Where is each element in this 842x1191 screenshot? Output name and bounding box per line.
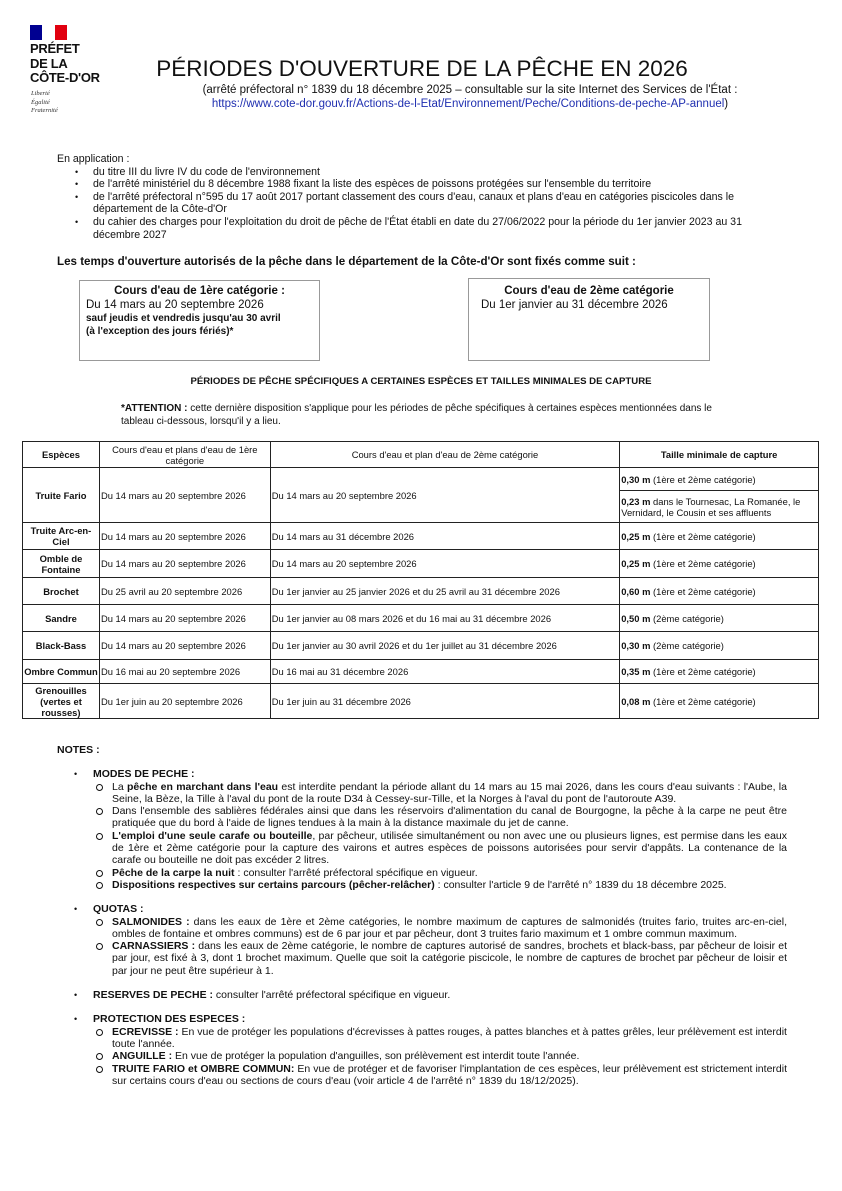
species-cell: Brochet (23, 578, 100, 605)
cat1-period-cell: Du 14 mars au 20 septembre 2026 (99, 550, 270, 578)
notes-quotas (74, 903, 787, 977)
notes-item (93, 940, 787, 977)
min-size-note: (1ère et 2ème catégorie) (650, 695, 756, 707)
min-size-cell (620, 632, 819, 660)
subtitle-close: ) (724, 98, 729, 110)
category2-heading: Cours d'eau de 2ème catégorie (504, 285, 674, 297)
logo-motto (31, 90, 58, 116)
notes-item-label: TRUITE FARIO et OMBRE COMMUN: (112, 1062, 295, 1075)
notes-item-label: L'emploi d'une seule carafe ou bouteille (112, 829, 313, 842)
cat1-period-cell: Du 14 mars au 20 septembre 2026 (99, 468, 270, 523)
min-size-cell (620, 605, 819, 632)
table-row (23, 632, 819, 660)
min-size-note: dans le Tournesac, La Romanée, le Vernidard, le Cousin et ses affluents (621, 495, 801, 518)
table-header-row (23, 442, 819, 468)
min-size-note: (1ère et 2ème catégorie) (650, 666, 756, 677)
page-title (0, 56, 842, 82)
logo-line: CÔTE-D'OR (30, 70, 100, 85)
notes-text: La (112, 780, 127, 793)
notes-item (93, 805, 787, 830)
header-size: Taille minimale de capture (620, 442, 819, 468)
notes-item-label: Dispositions respectives sur certains parcours (pêcher-relâcher) (112, 878, 435, 891)
species-cell: Grenouilles (vertes et rousses) (23, 684, 100, 719)
min-size-note: (2ème catégorie) (650, 612, 724, 624)
species-cell: Omble de Fontaine (23, 550, 100, 578)
min-size-value: 0,60 m (621, 585, 651, 597)
table-row (23, 550, 819, 578)
notes-item (93, 879, 787, 891)
notes-item-label: ANGUILLE : (112, 1050, 173, 1063)
notes-text: dans les eaux de 1ère et 2ème catégories, le nombre maximum de captures de salmonidés (truites fario, truites arc-en-ciel, ombles de fontaine et ombres communs) est de 6 par jour et par pêcheur, dont 3 truites fario maximum et 1 ombre commun maximum. (112, 915, 787, 940)
species-cell: Truite Arc-en-Ciel (23, 523, 100, 550)
cat1-period-cell: Du 1er juin au 20 septembre 2026 (99, 684, 270, 719)
min-size-note: (1ère et 2ème catégorie) (650, 530, 756, 542)
attention-label: *ATTENTION : (121, 403, 188, 414)
application-item: • du titre III du livre IV du code de l'environnement (75, 166, 777, 179)
species-table (22, 441, 819, 719)
notes-item (93, 781, 787, 806)
min-size-cell (620, 660, 819, 684)
cat1-period-cell: Du 14 mars au 20 septembre 2026 (99, 523, 270, 550)
application-item: • du cahier des charges pour l'exploitation du droit de pêche de l'État établi en date du 27/06/2022 pour la période du 1er janvier 2023 au 31 décembre 2027 (75, 216, 777, 241)
logo-line: DE LA (30, 55, 68, 71)
category1-note: (à l'exception des jours fériés)* (86, 326, 234, 337)
notes-category-title: • QUOTAS : (93, 903, 144, 916)
subtitle-text: (arrêté préfectoral n° 1839 du 18 décembre 2025 – consultable sur la site Internet des Services de l'État : (202, 84, 738, 96)
table-row (23, 578, 819, 605)
notes-text: est interdite pendant la période allant du 14 mars au 15 mai 2026, dans les cours d'eau suivants : l'Aube, la Seine, la Bèze, la Tille à l'aval du pont de la route D34 à Cessey-sur-Tille, et la Norges à l'aval du pont de l'autoroute A39. (112, 780, 787, 805)
notes-reserves (74, 989, 787, 1001)
notes-item-label: SALMONIDES : (112, 915, 190, 928)
cat1-period-cell: Du 16 mai au 20 septembre 2026 (99, 660, 270, 684)
category1-box (79, 280, 320, 361)
notes-item-label: ECREVISSE : (112, 1025, 179, 1038)
species-cell: Sandre (23, 605, 100, 632)
cat2-period-cell: Du 14 mars au 20 septembre 2026 (270, 468, 619, 523)
category1-heading: Cours d'eau de 1ère catégorie : (114, 285, 285, 297)
application-item: • de l'arrêté ministériel du 8 décembre 1988 fixant la liste des espèces de poissons protégées sur l'ensemble du territoire (75, 178, 777, 191)
table-row (23, 660, 819, 684)
category1-note: sauf jeudis et vendredis jusqu'au 30 avril (86, 313, 281, 324)
min-size-cell (620, 684, 819, 719)
min-size-value: 0,50 m (621, 612, 651, 624)
min-size-cell (620, 523, 819, 550)
min-size-note: (1ère et 2ème catégorie) (650, 585, 756, 597)
cat2-period-cell: Du 1er janvier au 30 avril 2026 et du 1er juillet au 31 décembre 2026 (270, 632, 619, 660)
notes-item (93, 830, 787, 867)
section-title: PÉRIODES DE PÊCHE SPÉCIFIQUES A CERTAINES ESPÈCES ET TAILLES MINIMALES DE CAPTURE (190, 376, 652, 387)
notes-item (93, 1063, 787, 1088)
cat2-period-cell: Du 16 mai au 31 décembre 2026 (270, 660, 619, 684)
motto-line: Égalité (31, 98, 50, 106)
cat2-period-cell: Du 14 mars au 20 septembre 2026 (270, 550, 619, 578)
table-row (23, 684, 819, 719)
notes-category-title: • PROTECTION DES ESPECES : (93, 1013, 246, 1026)
opening-times-lead: Les temps d'ouverture autorisés de la pêche dans le département de la Côte-d'Or sont fixés comme suit : (57, 255, 636, 268)
cat1-period-cell: Du 14 mars au 20 septembre 2026 (99, 632, 270, 660)
min-size-note: (1ère et 2ème catégorie) (650, 558, 756, 569)
category1-period: Du 14 mars au 20 septembre 2026 (86, 299, 264, 311)
species-cell: Truite Fario (23, 468, 100, 523)
table-row (23, 523, 819, 550)
notes-text: dans les eaux de 2ème catégorie, le nombre de captures autorisé de sandres, brochets et black-bass, par pêcheur de loisir et par jour, est fixé à 3, dont 1 brochet maximum. Quelle que soit la catégorie piscicole, le nombre de captures de brochet par pêcheur de loisir et par jour ne peut être supérieur à 1. (112, 940, 788, 977)
logo-line: PRÉFET (30, 41, 80, 56)
notes-section (57, 744, 787, 1099)
min-size-value: 0,30 m (621, 473, 651, 485)
min-size-note: (2ème catégorie) (650, 640, 724, 651)
table-row (23, 605, 819, 632)
min-size-note: (1ère et 2ème catégorie) (650, 473, 756, 485)
species-cell: Ombre Commun (23, 660, 100, 684)
attention-text: cette dernière disposition s'applique pour les périodes de pêche spécifiques à certaines espèces mentionnées dans le tableau ci-dessous, lorsqu'il y a lieu. (121, 403, 712, 427)
header-species: Espèces (23, 442, 100, 468)
motto-line: Fraternité (31, 107, 58, 114)
application-item: • de l'arrêté préfectoral n°595 du 17 août 2017 portant classement des cours d'eau, canaux et plans d'eau en catégories piscicoles dans le département de la Côte-d'Or (75, 191, 777, 216)
min-size-cell (620, 550, 819, 578)
motto-line: Liberté (31, 90, 50, 97)
notes-protection (74, 1013, 787, 1087)
cat2-period-cell: Du 1er juin au 31 décembre 2026 (270, 684, 619, 719)
species-cell: Black-Bass (23, 632, 100, 660)
notes-text: En vue de protéger la population d'anguilles, son prélèvement est interdit toute l'année. (172, 1050, 580, 1063)
notes-item-label: Pêche de la carpe la nuit (112, 866, 235, 879)
notes-text: : consulter l'article 9 de l'arrêté n° 1839 du 18 décembre 2025. (434, 878, 727, 891)
notes-item (93, 1050, 787, 1062)
application-intro: En application : (57, 153, 130, 165)
cat1-period-cell: Du 25 avril au 20 septembre 2026 (99, 578, 270, 605)
notes-modes (74, 768, 787, 891)
notes-item (93, 1026, 787, 1051)
application-section (57, 153, 777, 241)
min-size-value: 0,35 m (621, 666, 651, 677)
republique-francaise-flag-logo (30, 25, 67, 40)
header-cat2: Cours d'eau et plan d'eau de 2ème catégorie (270, 442, 619, 468)
notes-item (93, 867, 787, 879)
notes-text: consulter l'arrêté préfectoral spécifique en vigueur. (213, 989, 451, 1002)
min-size-value: 0,08 m (621, 695, 651, 707)
min-size-cell (620, 578, 819, 605)
min-size-value: 0,25 m (621, 530, 651, 542)
min-size-cell (620, 491, 819, 523)
table-row (23, 468, 819, 491)
category2-period: Du 1er janvier au 31 décembre 2026 (481, 299, 668, 311)
cat2-period-cell: Du 1er janvier au 08 mars 2026 et du 16 mai au 31 décembre 2026 (270, 605, 619, 632)
subtitle (100, 83, 840, 111)
min-size-value: 0,30 m (621, 640, 651, 651)
notes-text: Dans l'ensemble des sablières fédérales ainsi que dans les réservoirs d'alimentation du canal de Bourgogne, la pêche à la carpe ne peut être pratiquée que du bord à l'aide de lignes tendues à la main à la distance maximale du jet de canne. (112, 805, 787, 830)
cat1-period-cell: Du 14 mars au 20 septembre 2026 (99, 605, 270, 632)
cat2-period-cell: Du 1er janvier au 25 janvier 2026 et du 25 avril au 31 décembre 2026 (270, 578, 619, 605)
category2-box (468, 278, 710, 361)
notes-text: En vue de protéger et de favoriser l'implantation de ces espèces, leur prélèvement est strictement interdit sur certains cours d'eau ou sections de cours d'eau (voir article 4 de l'arrêté n° 1839 du 18/12/2025). (112, 1062, 787, 1087)
header-cat1: Cours d'eau et plans d'eau de 1ère catégorie (99, 442, 270, 468)
cat2-period-cell: Du 14 mars au 31 décembre 2026 (270, 523, 619, 550)
notes-category-title: RESERVES DE PECHE : (93, 989, 214, 1002)
min-size-value: 0,25 m (621, 558, 651, 569)
notes-text: , par pêcheur, utilisée simultanément ou non avec une ou plusieurs lignes, est permise dans les eaux de 1ère et 2ème catégorie pour la capture des vairons et autres espèces de poissons autorisées pour servir d'appâts. La contenance de la carafe ou bouteille ne doit pas excéder 2 litres. (112, 829, 787, 867)
notes-text: En vue de protéger les populations d'écrevisses à pattes rouges, à pattes blanches et à pattes grêles, leur prélèvement est interdit toute l'année. (112, 1025, 787, 1050)
notes-item-label: pêche en marchant dans l'eau (126, 780, 279, 793)
notes-text: : consulter l'arrêté préfectoral spécifique en vigueur. (234, 866, 478, 879)
notes-item-label: CARNASSIERS : (112, 940, 196, 953)
min-size-value: 0,23 m (621, 495, 651, 507)
title-text: PÉRIODES D'OUVERTURE DE LA PÊCHE EN 2026 (156, 56, 688, 81)
attention-note (121, 402, 721, 428)
min-size-cell (620, 468, 819, 491)
notes-item (93, 916, 787, 941)
notes-category-title: • MODES DE PECHE : (93, 768, 195, 781)
notes-title: NOTES : (57, 744, 100, 756)
reference-link[interactable]: https://www.cote-dor.gouv.fr/Actions-de-l-Etat/Environnement/Peche/Conditions-de-peche-AP-annuel (211, 98, 725, 110)
